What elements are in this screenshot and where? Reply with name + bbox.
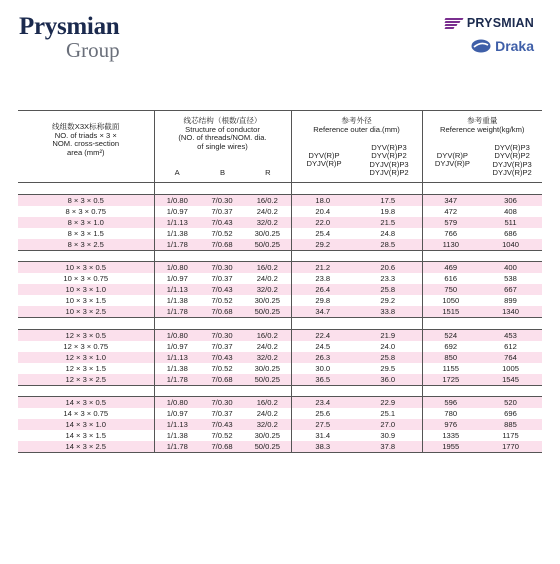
table-cell: 23.4	[291, 397, 354, 409]
table-cell: 29.2	[291, 239, 354, 251]
table-cell: 30/0.25	[244, 363, 291, 374]
table-cell: 27.5	[291, 419, 354, 430]
table-cell: 30/0.25	[244, 295, 291, 306]
table-cell: 453	[479, 329, 542, 341]
table-cell: 32/0.2	[244, 217, 291, 228]
table-row	[18, 239, 542, 251]
table-cell: 1/1.78	[154, 239, 200, 251]
table-cell: 16/0.2	[244, 262, 291, 274]
table-cell: 24/0.2	[244, 408, 291, 419]
table-cell: 1050	[422, 295, 479, 306]
table-cell: 1340	[479, 306, 542, 318]
cross-section-header: 线组数X3X标称截面 NO. of triads × 3 × NOM. cross-section area (mm²)	[18, 111, 154, 183]
table-cell: 7/0.30	[200, 194, 244, 206]
table-cell: 1/1.38	[154, 295, 200, 306]
table-cell: 885	[479, 419, 542, 430]
table-cell: 8 × 3 × 0.75	[18, 206, 154, 217]
table-cell: 1175	[479, 430, 542, 441]
conductor-structure-header: 线芯结构（根数/直径） Structure of conductor (NO. of threads/NOM. dia. of single wires) A B R	[154, 111, 291, 183]
group-spacer	[18, 385, 542, 397]
table-cell: 766	[422, 228, 479, 239]
table-cell: 1/1.38	[154, 430, 200, 441]
table-cell: 24.0	[354, 341, 422, 352]
table-cell: 7/0.30	[200, 262, 244, 274]
table-cell: 14 × 3 × 0.75	[18, 408, 154, 419]
draka-icon	[471, 39, 491, 53]
table-cell: 32/0.2	[244, 419, 291, 430]
table-cell: 22.4	[291, 329, 354, 341]
table-cell: 400	[479, 262, 542, 274]
table-cell: 24/0.2	[244, 206, 291, 217]
weight-sub-p3p2: DYV(R)P3 DYV(R)P2 DYJV(R)P3 DYJV(R)P2	[492, 142, 532, 178]
table-cell: 1/0.97	[154, 341, 200, 352]
table-cell: 18.0	[291, 194, 354, 206]
table-cell: 12 × 3 × 1.5	[18, 363, 154, 374]
table-cell: 10 × 3 × 0.5	[18, 262, 154, 274]
table-cell: 10 × 3 × 0.75	[18, 273, 154, 284]
table-cell: 7/0.68	[200, 306, 244, 318]
table-cell: 7/0.43	[200, 419, 244, 430]
table-row	[18, 306, 542, 318]
table-body	[18, 183, 542, 453]
table-cell: 1515	[422, 306, 479, 318]
table-cell: 7/0.68	[200, 239, 244, 251]
table-cell: 1955	[422, 441, 479, 453]
table-cell: 1/0.80	[154, 329, 200, 341]
brand-logos	[394, 16, 534, 64]
table-cell: 21.9	[354, 329, 422, 341]
table-cell: 1/1.78	[154, 374, 200, 386]
table-cell: 1/1.13	[154, 352, 200, 363]
group-spacer	[18, 318, 542, 330]
structure-sub-r: R	[265, 168, 271, 178]
draka-logo-text: Draka	[495, 38, 534, 54]
table-cell: 36.0	[354, 374, 422, 386]
table-cell: 31.4	[291, 430, 354, 441]
table-cell: 26.3	[291, 352, 354, 363]
table-cell: 30.0	[291, 363, 354, 374]
table-cell: 28.5	[354, 239, 422, 251]
table-cell: 16/0.2	[244, 329, 291, 341]
table-cell: 8 × 3 × 0.5	[18, 194, 154, 206]
table-cell: 1/1.78	[154, 441, 200, 453]
table-cell: 16/0.2	[244, 194, 291, 206]
specification-table	[18, 110, 542, 453]
table-cell: 30.9	[354, 430, 422, 441]
table-cell: 7/0.37	[200, 408, 244, 419]
table-row	[18, 228, 542, 239]
table-cell: 976	[422, 419, 479, 430]
table-cell: 1725	[422, 374, 479, 386]
table-cell: 520	[479, 397, 542, 409]
table-cell: 1/1.13	[154, 419, 200, 430]
prysmian-logo-text: PRYSMIAN	[466, 16, 534, 30]
table-cell: 408	[479, 206, 542, 217]
table-row	[18, 363, 542, 374]
structure-sub-b: B	[219, 168, 226, 178]
table-cell: 14 × 3 × 1.5	[18, 430, 154, 441]
table-cell: 12 × 3 × 2.5	[18, 374, 154, 386]
table-row	[18, 295, 542, 306]
table-cell: 1/1.78	[154, 306, 200, 318]
table-row	[18, 217, 542, 228]
table-cell: 21.2	[291, 262, 354, 274]
table-cell: 850	[422, 352, 479, 363]
table-row	[18, 419, 542, 430]
table-cell: 1545	[479, 374, 542, 386]
table-cell: 20.4	[291, 206, 354, 217]
table-cell: 21.5	[354, 217, 422, 228]
table-row	[18, 397, 542, 409]
table-cell: 30/0.25	[244, 430, 291, 441]
table-cell: 7/0.68	[200, 374, 244, 386]
table-row	[18, 341, 542, 352]
table-cell: 8 × 3 × 1.0	[18, 217, 154, 228]
table-row	[18, 273, 542, 284]
table-cell: 579	[422, 217, 479, 228]
table-cell: 1/0.80	[154, 397, 200, 409]
logo-main-text: Prysmian	[19, 13, 120, 40]
logo-sub-text: Group	[66, 38, 120, 62]
table-cell: 780	[422, 408, 479, 419]
outer-sub-p3p2: DYV(R)P3 DYV(R)P2 DYJV(R)P3 DYJV(R)P2	[369, 142, 409, 178]
table-cell: 25.4	[291, 228, 354, 239]
table-cell: 22.0	[291, 217, 354, 228]
table-cell: 1335	[422, 430, 479, 441]
table-cell: 27.0	[354, 419, 422, 430]
table-cell: 24.5	[291, 341, 354, 352]
table-cell: 19.8	[354, 206, 422, 217]
table-cell: 10 × 3 × 1.0	[18, 284, 154, 295]
table-cell: 667	[479, 284, 542, 295]
table-cell: 20.6	[354, 262, 422, 274]
table-cell: 1/0.97	[154, 206, 200, 217]
table-cell: 50/0.25	[244, 306, 291, 318]
table-cell: 472	[422, 206, 479, 217]
table-cell: 511	[479, 217, 542, 228]
table-row	[18, 430, 542, 441]
table-cell: 24.8	[354, 228, 422, 239]
table-cell: 25.8	[354, 284, 422, 295]
draka-logo	[471, 38, 534, 54]
table-cell: 37.8	[354, 441, 422, 453]
table-cell: 1/1.38	[154, 228, 200, 239]
table-cell: 14 × 3 × 1.0	[18, 419, 154, 430]
weight-header: 参考重量 Reference weight(kg/km) DYV(R)P DYJV(R)P DYV(R)P3 DYV(R)P2 DYJV(R)P3 DYJV(R)P2	[422, 111, 542, 183]
table-cell: 696	[479, 408, 542, 419]
group-spacer	[18, 250, 542, 262]
table-cell: 612	[479, 341, 542, 352]
table-cell: 1/1.13	[154, 284, 200, 295]
table-cell: 524	[422, 329, 479, 341]
table-cell: 596	[422, 397, 479, 409]
table-cell: 616	[422, 273, 479, 284]
table-cell: 29.5	[354, 363, 422, 374]
table-cell: 7/0.52	[200, 228, 244, 239]
table-cell: 1/0.97	[154, 273, 200, 284]
table-cell: 1130	[422, 239, 479, 251]
outer-sub-p: DYV(R)P DYJV(R)P	[306, 150, 342, 169]
table-row	[18, 262, 542, 274]
table-cell: 23.3	[354, 273, 422, 284]
table-cell: 7/0.52	[200, 363, 244, 374]
table-row	[18, 206, 542, 217]
table-cell: 306	[479, 194, 542, 206]
table-cell: 538	[479, 273, 542, 284]
table-cell: 1770	[479, 441, 542, 453]
table-cell: 686	[479, 228, 542, 239]
table-cell: 24/0.2	[244, 341, 291, 352]
table-cell: 469	[422, 262, 479, 274]
table-cell: 1/0.80	[154, 262, 200, 274]
table-cell: 14 × 3 × 2.5	[18, 441, 154, 453]
table-row	[18, 329, 542, 341]
table-cell: 1/1.38	[154, 363, 200, 374]
table-cell: 14 × 3 × 0.5	[18, 397, 154, 409]
table-cell: 7/0.30	[200, 329, 244, 341]
table-cell: 7/0.43	[200, 217, 244, 228]
table-cell: 33.8	[354, 306, 422, 318]
table-cell: 12 × 3 × 0.5	[18, 329, 154, 341]
table-cell: 29.2	[354, 295, 422, 306]
table-cell: 17.5	[354, 194, 422, 206]
weight-sub-p: DYV(R)P DYJV(R)P	[434, 150, 470, 169]
table-cell: 1040	[479, 239, 542, 251]
structure-sub-a: A	[174, 168, 180, 178]
table-cell: 347	[422, 194, 479, 206]
table-cell: 764	[479, 352, 542, 363]
table-cell: 10 × 3 × 2.5	[18, 306, 154, 318]
table-cell: 25.1	[354, 408, 422, 419]
table-cell: 1/1.13	[154, 217, 200, 228]
table-cell: 7/0.37	[200, 341, 244, 352]
table-cell: 30/0.25	[244, 228, 291, 239]
table-cell: 23.8	[291, 273, 354, 284]
outer-diameter-header: 参考外径 Reference outer dia.(mm) DYV(R)P DYJV(R)P DYV(R)P3 DYV(R)P2 DYJV(R)P3 DYJV(R)P2	[291, 111, 422, 183]
table-cell: 8 × 3 × 1.5	[18, 228, 154, 239]
table-cell: 38.3	[291, 441, 354, 453]
table-cell: 50/0.25	[244, 239, 291, 251]
table-cell: 7/0.37	[200, 273, 244, 284]
table-cell: 32/0.2	[244, 284, 291, 295]
table-cell: 899	[479, 295, 542, 306]
table-cell: 1/0.97	[154, 408, 200, 419]
table-cell: 29.8	[291, 295, 354, 306]
group-spacer	[18, 183, 542, 195]
table-cell: 50/0.25	[244, 441, 291, 453]
table-row	[18, 352, 542, 363]
table-cell: 7/0.68	[200, 441, 244, 453]
table-cell: 22.9	[354, 397, 422, 409]
table-cell: 26.4	[291, 284, 354, 295]
table-cell: 24/0.2	[244, 273, 291, 284]
table-cell: 25.6	[291, 408, 354, 419]
table-cell: 50/0.25	[244, 374, 291, 386]
table-row	[18, 441, 542, 453]
prysmian-group-logo	[19, 14, 120, 60]
table-cell: 7/0.37	[200, 206, 244, 217]
table-cell: 1155	[422, 363, 479, 374]
table-cell: 36.5	[291, 374, 354, 386]
prysmian-logo	[445, 16, 534, 30]
table-cell: 25.8	[354, 352, 422, 363]
table-row	[18, 408, 542, 419]
table-cell: 7/0.43	[200, 352, 244, 363]
table-cell: 7/0.30	[200, 397, 244, 409]
table-cell: 10 × 3 × 1.5	[18, 295, 154, 306]
table-cell: 7/0.52	[200, 430, 244, 441]
table-cell: 12 × 3 × 1.0	[18, 352, 154, 363]
table-cell: 8 × 3 × 2.5	[18, 239, 154, 251]
table-cell: 34.7	[291, 306, 354, 318]
table-cell: 7/0.43	[200, 284, 244, 295]
table-row	[18, 284, 542, 295]
table-cell: 16/0.2	[244, 397, 291, 409]
table-cell: 12 × 3 × 0.75	[18, 341, 154, 352]
table-cell: 7/0.52	[200, 295, 244, 306]
table-cell: 1/0.80	[154, 194, 200, 206]
table-row	[18, 194, 542, 206]
prysmian-stripes-icon	[445, 18, 463, 29]
table-cell: 1005	[479, 363, 542, 374]
table-cell: 692	[422, 341, 479, 352]
table-cell: 750	[422, 284, 479, 295]
table-row	[18, 374, 542, 386]
table-cell: 32/0.2	[244, 352, 291, 363]
